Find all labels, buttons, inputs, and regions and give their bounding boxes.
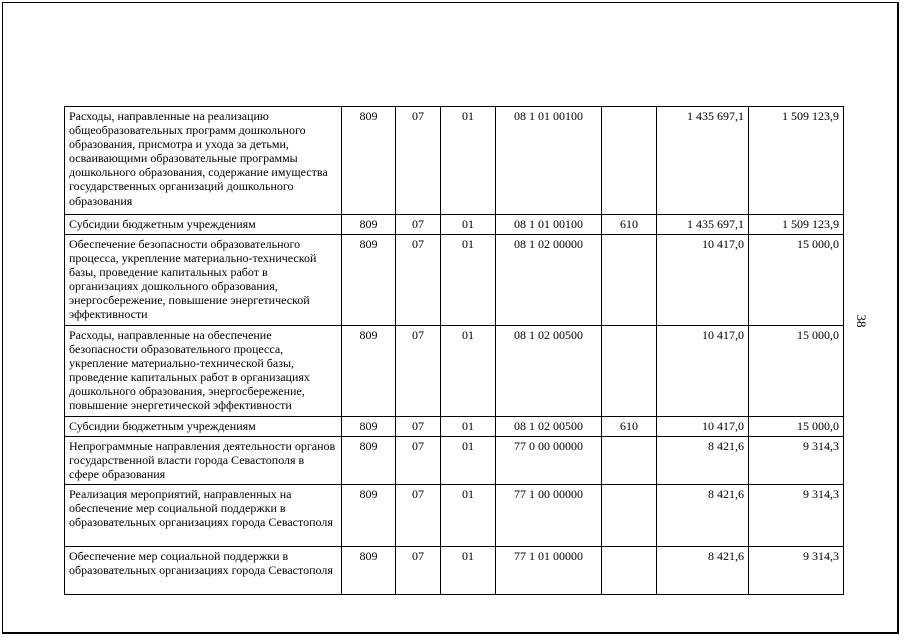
table-row: [65, 437, 844, 485]
subsection-code: 01: [441, 485, 496, 547]
page-number: 38: [854, 314, 869, 328]
target-article: 08 1 02 00500: [496, 326, 602, 417]
ministry-code: 809: [342, 547, 396, 595]
amount-year-2: 9 314,3: [749, 547, 844, 595]
ministry-code: 809: [342, 485, 396, 547]
ministry-code: 809: [342, 107, 396, 215]
expense-type: [602, 235, 657, 326]
subsection-code: 01: [441, 417, 496, 437]
table-row: [65, 485, 844, 547]
subsection-code: 01: [441, 437, 496, 485]
target-article: 77 1 00 00000: [496, 485, 602, 547]
row-name: Обеспечение мер социальной поддержки в образовательных организациях города Севастополя: [65, 547, 342, 595]
table-row: [65, 547, 844, 595]
table-row: [65, 235, 844, 326]
subsection-code: 01: [441, 326, 496, 417]
ministry-code: 809: [342, 326, 396, 417]
amount-year-2: 15 000,0: [749, 326, 844, 417]
expense-type: [602, 485, 657, 547]
budget-table: [64, 106, 844, 595]
section-code: 07: [396, 437, 441, 485]
table-row: [65, 417, 844, 437]
target-article: 08 1 01 00100: [496, 215, 602, 235]
section-code: 07: [396, 326, 441, 417]
expense-type: [602, 107, 657, 215]
row-name: Обеспечение безопасности образовательного процесса, укрепление материально-технической базы, проведение капитальных работ в организациях дошкольного образования, энергосбережение, повышение энергетической эффективности: [65, 235, 342, 326]
section-code: 07: [396, 417, 441, 437]
subsection-code: 01: [441, 215, 496, 235]
table-row: [65, 326, 844, 417]
section-code: 07: [396, 235, 441, 326]
target-article: 77 1 01 00000: [496, 547, 602, 595]
amount-year-2: 9 314,3: [749, 485, 844, 547]
row-name: Непрограммные направления деятельности органов государственной власти города Севастополя в сфере образования: [65, 437, 342, 485]
amount-year-2: 1 509 123,9: [749, 215, 844, 235]
table-row: [65, 107, 844, 215]
row-name: Расходы, направленные на реализацию общеобразовательных программ дошкольного образования, присмотра и ухода за детьми, осваивающими образовательные программы дошкольного образования, содержание имущества государственных организаций дошкольного образования: [65, 107, 342, 215]
section-code: 07: [396, 107, 441, 215]
subsection-code: 01: [441, 107, 496, 215]
amount-year-1: 8 421,6: [657, 437, 749, 485]
amount-year-1: 10 417,0: [657, 417, 749, 437]
amount-year-2: 15 000,0: [749, 235, 844, 326]
expense-type: [602, 326, 657, 417]
expense-type: 610: [602, 215, 657, 235]
ministry-code: 809: [342, 417, 396, 437]
amount-year-2: 9 314,3: [749, 437, 844, 485]
row-name: Субсидии бюджетным учреждениям: [65, 215, 342, 235]
row-name: Расходы, направленные на обеспечение безопасности образовательного процесса, укрепление материально-технической базы, проведение капитальных работ в организациях дошкольного образования, энергосбережение, повышение энергетической эффективности: [65, 326, 342, 417]
row-name: Реализация мероприятий, направленных на обеспечение мер социальной поддержки в образовательных организациях города Севастополя: [65, 485, 342, 547]
amount-year-1: 10 417,0: [657, 326, 749, 417]
row-name: Субсидии бюджетным учреждениям: [65, 417, 342, 437]
expense-type: [602, 437, 657, 485]
ministry-code: 809: [342, 437, 396, 485]
section-code: 07: [396, 215, 441, 235]
subsection-code: 01: [441, 547, 496, 595]
expense-type: 610: [602, 417, 657, 437]
amount-year-1: 10 417,0: [657, 235, 749, 326]
amount-year-1: 1 435 697,1: [657, 107, 749, 215]
ministry-code: 809: [342, 235, 396, 326]
target-article: 08 1 01 00100: [496, 107, 602, 215]
expense-type: [602, 547, 657, 595]
amount-year-1: 8 421,6: [657, 485, 749, 547]
target-article: 08 1 02 00000: [496, 235, 602, 326]
amount-year-1: 8 421,6: [657, 547, 749, 595]
amount-year-2: 1 509 123,9: [749, 107, 844, 215]
target-article: 08 1 02 00500: [496, 417, 602, 437]
ministry-code: 809: [342, 215, 396, 235]
subsection-code: 01: [441, 235, 496, 326]
table-row: [65, 215, 844, 235]
amount-year-1: 1 435 697,1: [657, 215, 749, 235]
section-code: 07: [396, 547, 441, 595]
amount-year-2: 15 000,0: [749, 417, 844, 437]
section-code: 07: [396, 485, 441, 547]
target-article: 77 0 00 00000: [496, 437, 602, 485]
